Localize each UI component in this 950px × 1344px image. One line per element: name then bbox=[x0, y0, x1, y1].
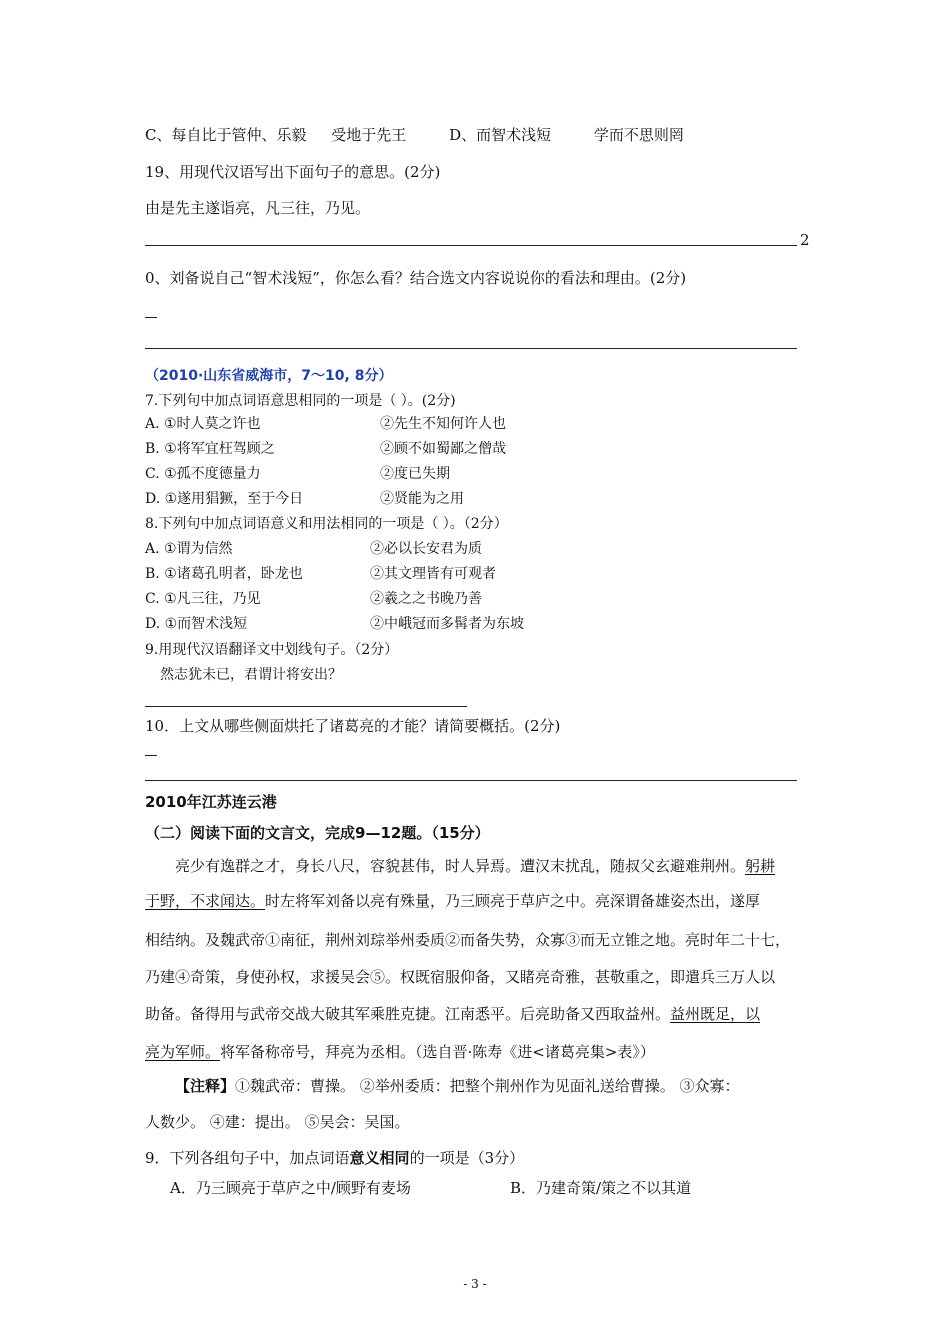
passage-line-3: 相结纳。及魏武帝①南征，荆州刘琮举州委质②而备失势，众寡③而无立锥之地。亮时年二十七， bbox=[145, 931, 791, 949]
passage-5-underlined: 益州既足，以 bbox=[670, 1005, 761, 1023]
q7-b-right: ②顾不如蜀鄙之僧哉 bbox=[380, 441, 506, 457]
page-number: - 3 - bbox=[463, 1277, 487, 1291]
lyg-q9-stem-b: 意义相同 bbox=[349, 1149, 410, 1167]
lyg-q9-stem-a: 9．下列各组句子中，加点词语 bbox=[145, 1149, 350, 1167]
q19-sentence: 由是先主遂诣亮，凡三往，乃见。 bbox=[145, 199, 371, 217]
weihai-q7-row-d bbox=[145, 489, 464, 509]
q18-option-c-d bbox=[145, 125, 684, 145]
passage-2b: 时左将军刘备以亮有殊量，乃三顾亮于草庐之中。亮深谓备雄姿杰出，遂厚 bbox=[265, 892, 761, 910]
q7-c-left: C. ①孤不度德量力 bbox=[145, 466, 261, 482]
q8-a-left: A. ①谓为信然 bbox=[145, 541, 233, 557]
passage-line-6 bbox=[145, 1042, 655, 1062]
weihai-q7-row-c bbox=[145, 464, 450, 484]
lyg-q9-stem bbox=[145, 1148, 524, 1168]
q7-d-right: ②贤能为之用 bbox=[380, 491, 464, 507]
lianyungang-heading: 2010年江苏连云港 bbox=[145, 793, 277, 811]
weihai-q8-row-b bbox=[145, 564, 496, 584]
weihai-q7-row-a bbox=[145, 414, 506, 434]
q19-answer-line[interactable] bbox=[145, 245, 797, 246]
lyg-q9-option-a: A．乃三顾亮于草庐之中/顾野有麦场 bbox=[170, 1179, 411, 1197]
passage-line-5 bbox=[145, 1004, 760, 1024]
weihai-q8-stem: 8.下列句中加点词语意义和用法相同的一项是（ ）。（2分） bbox=[145, 516, 508, 532]
passage-line-1 bbox=[175, 856, 775, 876]
weihai-q9-sentence: 然志犹未已，君谓计将安出？ bbox=[160, 667, 342, 683]
weihai-q8-row-a bbox=[145, 539, 482, 559]
weihai-heading: （2010·山东省威海市，7～10, 8分） bbox=[145, 368, 393, 384]
q7-d-left: D. ①遂用猖獗，至于今日 bbox=[145, 491, 304, 507]
weihai-q8-row-d bbox=[145, 614, 524, 634]
weihai-q9-stem: 9.用现代汉语翻译文中划线句子。（2分） bbox=[145, 642, 399, 658]
notes-label: 【注释】 bbox=[175, 1077, 236, 1095]
q7-a-left: A. ①时人莫之许也 bbox=[145, 416, 261, 432]
weihai-q7-stem: 7.下列句中加点词语意思相同的一项是（ ）。(2分) bbox=[145, 393, 456, 409]
weihai-q8-row-c bbox=[145, 589, 482, 609]
passage-5a: 助备。备得用与武帝交战大破其军乘胜克捷。江南悉平。后亮助备又西取益州。 bbox=[145, 1005, 671, 1023]
notes-text-1: ①魏武帝：曹操。 ②举州委质：把整个荆州作为见面礼送给曹操。 ③众寡： bbox=[235, 1077, 740, 1095]
weihai-q10-answer-line[interactable] bbox=[145, 780, 797, 781]
q18-option-c: C、每自比于管仲、乐毅 bbox=[145, 126, 307, 144]
q20-answer-line[interactable] bbox=[145, 348, 797, 349]
q19-stem: 19、用现代汉语写出下面句子的意思。(2分) bbox=[145, 163, 441, 181]
lianyungang-subheading: （二）阅读下面的文言文，完成9—12题。（15分） bbox=[145, 824, 490, 842]
q18-option-d2: 学而不思则罔 bbox=[593, 126, 684, 144]
q10-dash bbox=[145, 755, 157, 756]
lyg-q9-option-b: B．乃建奇策/策之不以其道 bbox=[510, 1179, 692, 1197]
passage-6-underlined: 亮为军师。 bbox=[145, 1043, 221, 1061]
q7-a-right: ②先生不知何许人也 bbox=[380, 416, 506, 432]
passage-2-underlined: 于野，不求闻达。 bbox=[145, 892, 266, 910]
passage-1a: 亮少有逸群之才，身长八尺，容貌甚伟，时人异焉。遭汉末扰乱，随叔父玄避难荆州。 bbox=[175, 857, 746, 875]
passage-6b: 将军备称帝号，拜亮为丞相。（选自晋·陈寿《进<诸葛亮集>表》） bbox=[220, 1043, 655, 1061]
q8-d-left: D. ①而智术浅短 bbox=[145, 616, 248, 632]
q8-d-right: ②中峨冠而多髯者为东坡 bbox=[370, 616, 524, 632]
q18-option-c2: 受地于先王 bbox=[331, 126, 407, 144]
q19-trail-number: 2 bbox=[800, 231, 810, 249]
q7-c-right: ②度已失期 bbox=[380, 466, 450, 482]
passage-line-2 bbox=[145, 891, 760, 911]
weihai-q10-stem: 10．上文从哪些侧面烘托了诸葛亮的才能？请简要概括。(2分) bbox=[145, 717, 561, 735]
q8-a-right: ②必以长安君为质 bbox=[370, 541, 482, 557]
weihai-q9-answer-line[interactable] bbox=[145, 706, 467, 707]
q8-b-right: ②其文理皆有可观者 bbox=[370, 566, 496, 582]
weihai-q7-row-b bbox=[145, 439, 506, 459]
q8-b-left: B. ①诸葛孔明者，卧龙也 bbox=[145, 566, 303, 582]
notes-line-1 bbox=[175, 1076, 740, 1096]
notes-line-2: 人数少。 ④建：提出。 ⑤吴会：吴国。 bbox=[145, 1113, 410, 1131]
q20-stem: 0、刘备说自己“智术浅短”，你怎么看？结合选文内容说说你的看法和理由。(2分) bbox=[145, 269, 687, 287]
q18-option-d: D、而智术浅短 bbox=[449, 126, 552, 144]
q8-c-right: ②羲之之书晚乃善 bbox=[370, 591, 482, 607]
passage-line-4: 乃建④奇策，身使孙权，求援吴会⑤。权既宿服仰备，又睹亮奇雅，甚敬重之，即遣兵三万人以 bbox=[145, 968, 776, 986]
q7-b-left: B. ①将军宜枉驾顾之 bbox=[145, 441, 275, 457]
lyg-q9-options bbox=[170, 1178, 692, 1198]
q8-c-left: C. ①凡三往，乃见 bbox=[145, 591, 261, 607]
q20-dash bbox=[145, 317, 157, 318]
passage-1-underlined: 躬耕 bbox=[745, 857, 776, 875]
lyg-q9-stem-c: 的一项是（3分） bbox=[409, 1149, 525, 1167]
